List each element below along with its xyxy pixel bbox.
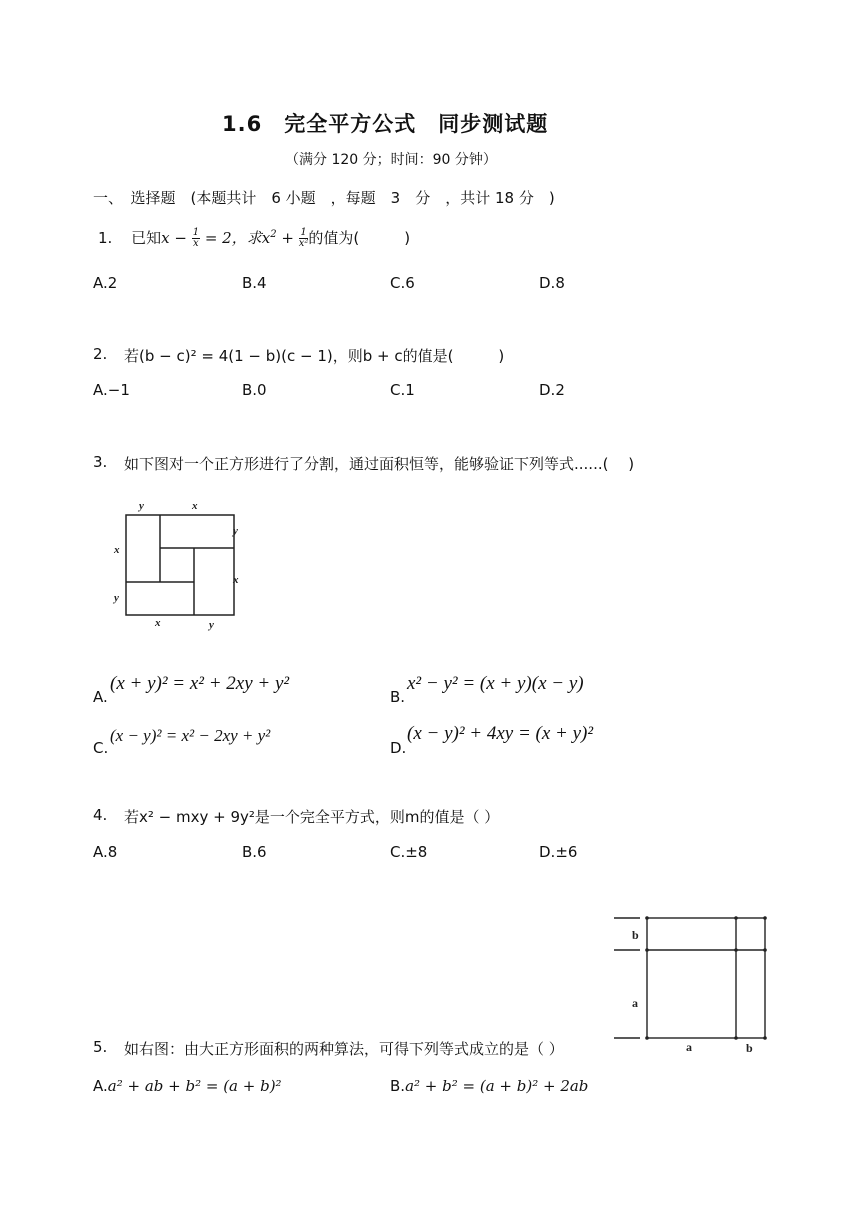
label-x: x (114, 544, 120, 556)
fraction: $\frac{1}{\text{x²}}$ (298, 227, 309, 249)
question-2-number: 2. (93, 345, 108, 363)
label-y: y (139, 500, 144, 512)
option-d: D.2 (539, 381, 565, 399)
option-b-letter: B. (390, 688, 406, 706)
question-number: 1. (98, 229, 113, 247)
page-subtitle: （满分 120 分；时间：90 分钟） (285, 152, 497, 168)
option-c: C.±8 (390, 843, 428, 861)
page-title: 1.6 完全平方公式 同步测试题 (222, 112, 549, 136)
option-a-letter: A. (93, 688, 108, 706)
option-b: B.a² + b² = (a + b)² + 2ab (390, 1077, 589, 1095)
label-x: x (192, 500, 198, 512)
option-b: B.6 (242, 843, 267, 861)
question-5-number: 5. (93, 1038, 108, 1056)
option-d-formula: (x − y)² + 4xy = (x + y)² (407, 723, 594, 744)
square-partition-figure (108, 495, 248, 635)
label-b: b (632, 928, 639, 942)
option-d-letter: D. (390, 739, 407, 757)
label-x: x (155, 617, 161, 629)
option-a: A.−1 (93, 381, 130, 399)
option-b: B.4 (242, 274, 267, 292)
option-d: D.±6 (539, 843, 578, 861)
question-2-stem: 若(b − c)² = 4(1 − b)(c − 1)，则b + c的值是( ) (124, 347, 505, 365)
option-b-formula: x² − y² = (x + y)(x − y) (407, 673, 584, 694)
option-b: B.0 (242, 381, 267, 399)
option-a: A.a² + ab + b² = (a + b)² (93, 1077, 282, 1095)
label-a: a (686, 1040, 692, 1054)
label-y: y (114, 592, 119, 604)
label-y: y (233, 525, 238, 537)
question-1-stem: 1. 已知x − $\frac{1}{x}$ = 2，求$x^2$ + $\frac{1}{\text{x²}}$ 的值为( ) (98, 227, 411, 249)
big-square-figure (608, 910, 778, 1060)
option-d: D.8 (539, 274, 565, 292)
question-5-stem: 如右图：由大正方形面积的两种算法，可得下列等式成立的是（ ） (124, 1040, 564, 1058)
question-4-stem: 若x² − mxy + 9y²是一个完全平方式，则m的值是（ ） (124, 808, 500, 826)
question-3-number: 3. (93, 453, 108, 471)
section-heading: 一、 选择题 (本题共计 6 小题 ，每题 3 分 ，共计 18 分 ) (93, 189, 555, 207)
option-c: C.6 (390, 274, 415, 292)
option-c-letter: C. (93, 739, 109, 757)
label-a: a (632, 996, 638, 1010)
question-4-number: 4. (93, 806, 108, 824)
question-3-stem: 如下图对一个正方形进行了分割，通过面积恒等，能够验证下列等式......( ) (124, 455, 635, 473)
label-y: y (209, 619, 214, 631)
label-b: b (746, 1041, 753, 1055)
option-c-formula: (x − y)² = x² − 2xy + y² (110, 726, 271, 745)
option-c: C.1 (390, 381, 415, 399)
option-a: A.8 (93, 843, 118, 861)
fraction: $\frac{1}{x}$ (192, 227, 200, 249)
option-a: A.2 (93, 274, 118, 292)
label-x: x (233, 574, 239, 586)
option-a-formula: (x + y)² = x² + 2xy + y² (110, 673, 290, 694)
